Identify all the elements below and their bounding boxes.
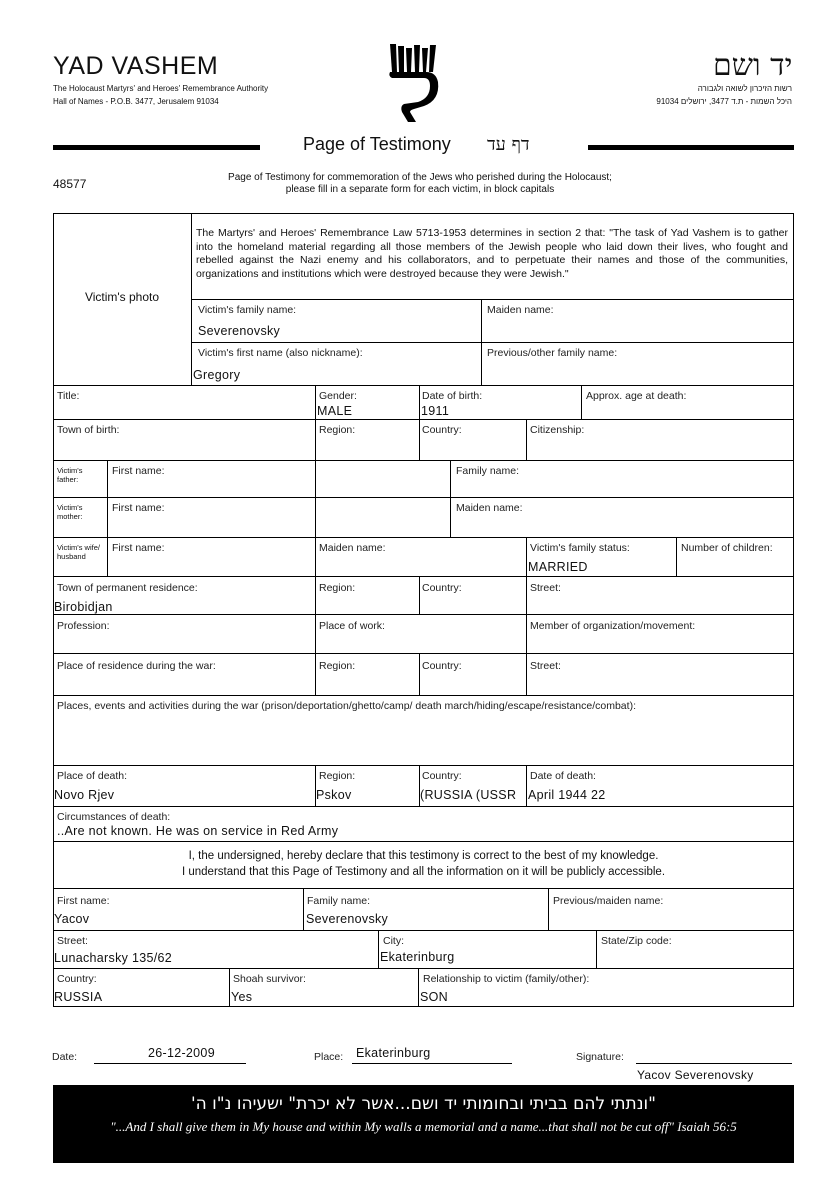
quote-hebrew: "ונתתי להם בביתי ובחומותי יד ושם...אשר לא יכרת" ישעיהו נ"ו ה' xyxy=(190,1094,656,1114)
date-value[interactable]: 26-12-2009 xyxy=(148,1046,215,1060)
shoah-survivor-value[interactable]: Yes xyxy=(231,990,253,1004)
spouse-first-name-label: First name: xyxy=(112,542,165,554)
mother-tag: Victim's mother: xyxy=(57,503,83,521)
form-number: 48577 xyxy=(53,177,87,191)
birth-region-label: Region: xyxy=(319,424,356,436)
previous-family-name-label: Previous/other family name: xyxy=(487,347,618,359)
date-of-death-label: Date of death: xyxy=(530,770,596,782)
submitter-first-name[interactable]: Yacov xyxy=(54,912,90,926)
submitter-country-label: Country: xyxy=(57,973,97,985)
date-of-death-value[interactable]: April 1944 22 xyxy=(528,788,606,802)
place-of-work-label: Place of work: xyxy=(319,620,385,632)
submitter-street-label: Street: xyxy=(57,935,88,947)
submitter-family-name-label: Family name: xyxy=(307,895,371,907)
age-at-death-label: Approx. age at death: xyxy=(586,390,687,402)
victim-photo-label: Victim's photo xyxy=(84,290,160,304)
birth-country-label: Country: xyxy=(422,424,462,436)
residence-region-label: Region: xyxy=(319,582,356,594)
date-of-birth-label: Date of birth: xyxy=(422,390,483,402)
place-label: Place: xyxy=(314,1051,344,1063)
death-region-label: Region: xyxy=(319,770,356,782)
town-of-birth-label: Town of birth: xyxy=(57,424,120,436)
residence-street-label: Street: xyxy=(530,582,561,594)
submitter-country[interactable]: RUSSIA xyxy=(54,990,103,1004)
victim-family-name-label: Victim's family name: xyxy=(198,304,297,316)
war-country-label: Country: xyxy=(422,660,462,672)
submitter-city[interactable]: Ekaterinburg xyxy=(380,950,455,964)
form-title: Page of Testimony xyxy=(303,134,451,154)
date-of-birth-value[interactable]: 1911 xyxy=(421,404,450,418)
war-events-label: Places, events and activities during the war (prison/deportation/ghetto/camp/ death march/hiding/escape/resistance/combat): xyxy=(57,700,636,712)
address-hebrew: היכל השמות - ת.ד 3477, ירושלים 91034 xyxy=(656,97,792,106)
family-status-label: Victim's family status: xyxy=(530,542,630,554)
signature-label: Signature: xyxy=(576,1051,624,1063)
victim-first-name-label: Victim's first name (also nickname): xyxy=(198,347,363,359)
authority-en: The Holocaust Martyrs' and Heroes' Remembrance Authority xyxy=(53,84,269,93)
submitter-street[interactable]: Lunacharsky 135/62 xyxy=(54,951,172,965)
death-country-label: Country: xyxy=(422,770,462,782)
intro-line-1: Page of Testimony for commemoration of the Jews who perished during the Holocaust; xyxy=(228,172,612,183)
isaiah-quote-band xyxy=(53,1085,794,1163)
citizenship-label: Citizenship: xyxy=(530,424,585,436)
yad-vashem-logo xyxy=(386,42,442,126)
declaration-line-1: I, the undersigned, hereby declare that this testimony is correct to the best of my knowledge. xyxy=(188,850,659,862)
place-of-death-value[interactable]: Novo Rjev xyxy=(54,788,115,802)
mother-first-name-label: First name: xyxy=(112,502,165,514)
submitter-city-label: City: xyxy=(383,935,404,947)
intro-line-2: please fill in a separate form for each victim, in block capitals xyxy=(285,184,555,195)
signature-line[interactable] xyxy=(636,1063,792,1064)
signature-name: Yacov Severenovsky xyxy=(637,1068,754,1082)
residence-country-label: Country: xyxy=(422,582,462,594)
relationship-value[interactable]: SON xyxy=(420,990,448,1004)
remembrance-law-text: The Martyrs' and Heroes' Remembrance Law 5713-1953 determines in section 2 that: "The task of Yad Vashem is to gather into the homeland material regarding all those members of the Jewish people who laid down their lives, who fought and rebelled against the Nazi enemy and his collaborators, and to perpetuate their names and those of the communities, organizations and institutions which were destroyed because they were Jewish." xyxy=(196,227,788,280)
circumstances-value[interactable]: ..Are not known. He was on service in Red Army xyxy=(57,824,339,838)
spouse-tag: Victim's wife/ husband xyxy=(57,543,100,561)
relationship-label: Relationship to victim (family/other): xyxy=(423,973,590,985)
war-street-label: Street: xyxy=(530,660,561,672)
father-first-name-label: First name: xyxy=(112,465,165,477)
spouse-maiden-name-label: Maiden name: xyxy=(319,542,386,554)
death-country-value[interactable]: (RUSSIA (USSR xyxy=(420,788,517,802)
authority-hebrew: רשות הזיכרון לשואה ולגבורה xyxy=(697,84,792,93)
title-label: Title: xyxy=(57,390,80,402)
submitter-previous-name-label: Previous/maiden name: xyxy=(553,895,664,907)
quote-english: "...And I shall give them in My house and within My walls a memorial and a name...that shall not be cut off" Isaiah 56:5 xyxy=(110,1119,737,1134)
death-region-value[interactable]: Pskov xyxy=(316,788,352,802)
number-of-children-label: Number of children: xyxy=(681,542,773,554)
address-en: Hall of Names - P.O.B. 3477, Jerusalem 91034 xyxy=(53,97,219,106)
place-value[interactable]: Ekaterinburg xyxy=(356,1046,431,1060)
permanent-residence-label: Town of permanent residence: xyxy=(57,582,198,594)
victim-first-name[interactable]: Gregory xyxy=(193,368,241,382)
father-tag: Victim's father: xyxy=(57,466,83,484)
mother-maiden-name-label: Maiden name: xyxy=(456,502,523,514)
victim-family-name[interactable]: Severenovsky xyxy=(198,324,281,338)
form-title-hebrew: דף עד xyxy=(487,134,530,155)
gender-value[interactable]: MALE xyxy=(317,404,353,418)
gender-label: Gender: xyxy=(319,390,357,402)
war-region-label: Region: xyxy=(319,660,356,672)
submitter-first-name-label: First name: xyxy=(57,895,110,907)
permanent-residence-value[interactable]: Birobidjan xyxy=(54,600,113,614)
profession-label: Profession: xyxy=(57,620,110,632)
place-of-death-label: Place of death: xyxy=(57,770,128,782)
war-residence-label: Place of residence during the war: xyxy=(57,660,216,672)
maiden-name-label: Maiden name: xyxy=(487,304,554,316)
title-rule-right xyxy=(588,145,794,150)
organization-member-label: Member of organization/movement: xyxy=(530,620,696,632)
title-rule-left xyxy=(53,145,260,150)
submitter-family-name[interactable]: Severenovsky xyxy=(306,912,389,926)
date-label: Date: xyxy=(52,1051,78,1063)
declaration-line-2: I understand that this Page of Testimony and all the information on it will be publicly accessible. xyxy=(181,866,666,878)
org-name: YAD VASHEM xyxy=(53,52,219,80)
father-family-name-label: Family name: xyxy=(456,465,520,477)
circumstances-label: Circumstances of death: xyxy=(57,811,171,823)
org-name-hebrew: יד ושם xyxy=(713,48,793,83)
shoah-survivor-label: Shoah survivor: xyxy=(233,973,306,985)
family-status-value[interactable]: MARRIED xyxy=(528,560,588,574)
submitter-state-label: State/Zip code: xyxy=(601,935,672,947)
